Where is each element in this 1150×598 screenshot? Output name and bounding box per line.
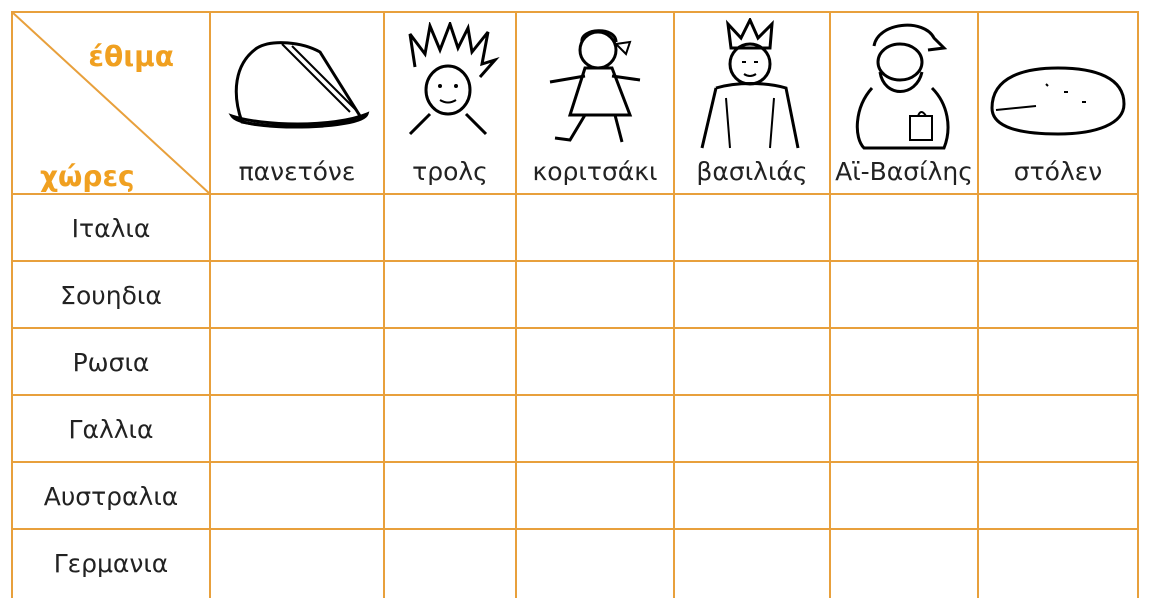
row-label: Ιταλια: [71, 214, 151, 243]
grid-line: [11, 11, 13, 598]
grid-line: [1137, 11, 1139, 598]
grid-line: [11, 193, 1139, 195]
row-label: Γερμανια: [53, 549, 169, 578]
grid-line: [977, 11, 979, 598]
girl-icon: [530, 20, 660, 148]
countries-header-label: χώρες: [40, 160, 135, 193]
column-label: βασιλιάς: [696, 157, 808, 186]
table-row: [12, 395, 210, 462]
column-header-stollen: [978, 12, 1138, 194]
stollen-icon: [986, 62, 1130, 142]
column-label: τρολς: [412, 157, 488, 186]
row-label: Αυστραλια: [43, 482, 179, 511]
grid-line: [383, 11, 385, 598]
column-header-girl: [516, 12, 674, 194]
grid-line: [673, 11, 675, 598]
column-label: πανετόνε: [238, 157, 356, 186]
table-row: [12, 529, 210, 598]
grid-line: [11, 528, 1139, 530]
column-label: Αϊ-Βασίλης: [835, 157, 973, 186]
king-icon: [686, 18, 816, 150]
grid-line: [829, 11, 831, 598]
row-label: Σουηδια: [60, 281, 162, 310]
column-header-santa: [830, 12, 978, 194]
column-header-panettone: [210, 12, 384, 194]
grid-line: [11, 394, 1139, 396]
column-label: στόλεν: [1013, 157, 1103, 186]
grid-line: [515, 11, 517, 598]
table-row: [12, 462, 210, 529]
column-header-troll: [384, 12, 516, 194]
customs-header-label: έθιμα: [88, 40, 174, 73]
grid-line: [11, 260, 1139, 262]
grid-line: [11, 327, 1139, 329]
troll-icon: [400, 22, 500, 142]
santa-claus-icon: [844, 18, 964, 150]
table-row: [12, 261, 210, 328]
column-label: κοριτσάκι: [532, 157, 658, 186]
grid-line: [11, 11, 1139, 13]
corner-header-cell: [12, 12, 210, 194]
table-row: [12, 194, 210, 261]
panettone-icon: [222, 34, 372, 144]
column-header-king: [674, 12, 830, 194]
grid-line: [209, 11, 211, 598]
grid-line: [11, 461, 1139, 463]
row-label: Ρωσια: [72, 348, 150, 377]
row-label: Γαλλια: [68, 415, 154, 444]
table-row: [12, 328, 210, 395]
